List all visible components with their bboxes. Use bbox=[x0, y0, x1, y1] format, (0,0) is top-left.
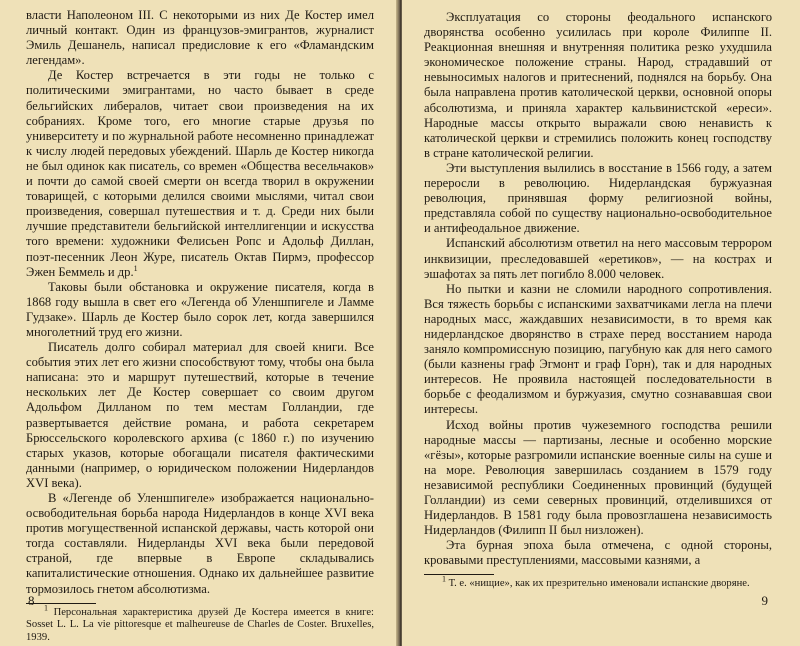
paragraph: В «Легенде об Уленшпигеле» изображается национально-освободительная борьба народа Нидерландов в конце XVI века против могущественной испанской державы, часть которой они тогда составляли. Нидерланды XVI века были передовой страной, где впервые в Европе складывались капиталистические отношения. Однако их дальнейшее развитие тормозилось гнетом абсолютизма. bbox=[26, 491, 374, 596]
paragraph: Испанский абсолютизм ответил на него массовым террором инквизиции, преследовавшей «еретиков», — на кострах и эшафотах за пять лет погибло 8.000 человек. bbox=[424, 236, 772, 281]
paragraph: Эта бурная эпоха была отмечена, с одной стороны, кровавыми преступлениями, массовыми казнями, а bbox=[424, 538, 772, 568]
footnote-text: Персональная характеристика друзей Де Костера имеется в книге: Sosset L. L. La vie pittoresque et malheureuse de Charles de Coster. Bruxelles, 1939. bbox=[26, 606, 374, 643]
footnote bbox=[424, 574, 772, 591]
footnote bbox=[26, 603, 374, 645]
right-page bbox=[402, 0, 800, 646]
left-page bbox=[0, 0, 398, 646]
footnote-divider bbox=[26, 603, 96, 604]
footnote-ref: 1 bbox=[133, 263, 138, 273]
footnote-marker: 1 bbox=[442, 574, 446, 584]
paragraph bbox=[424, 418, 772, 539]
page-number: 8 bbox=[28, 592, 35, 608]
paragraph: Эксплуатация со стороны феодального испанского дворянства особенно усилилась при короле Филиппе II. Реакционная внешняя и внутренняя политика резко ухудшила экономическое положение страны. Народ, страдавший от невыносимых налогов и притеснений, поднялся на борьбу. Она была направлена против католической церкви, основной опоры абсолютизма, и приняла характер кальвинистской «ереси». Народные массы открыто выражали свою ненависть к католической церкви и стремились положить конец господству в стране католической религии. bbox=[424, 10, 772, 160]
paragraph: власти Наполеоном III. С некоторыми из них Де Костер имел личный контакт. Один из французов-эмигрантов, журналист Эмиль Дешанель, написал предисловие к его «Фламандским легендам». bbox=[26, 8, 374, 68]
footnote-text: Т. е. «нищие», как их презрительно именовали испанские дворяне. bbox=[448, 578, 750, 590]
footnote-divider bbox=[424, 574, 494, 575]
paragraph: Эти выступления вылились в восстание в 1566 году, а затем переросли в революцию. Нидерландская буржуазная революция, принявшая форму религиозной войны, представляла собой по существу национально-освободительное и антифеодальное движение. bbox=[424, 160, 772, 236]
paragraph: Но пытки и казни не сломили народного сопротивления. Вся тяжесть борьбы с испанскими захватчиками легла на плечи народных масс, жаждавших независимости, в то время как нидерландское дворянство в страхе перед восстанием народа заняло компромиссную позицию, пагубную как для него самого (были казнены граф Эгмонт и граф Горн), так и для народных интересов. Не проявила настоящей последовательности в борьбе с феодализмом и буржуазия, смутно сознававшая свои интересы. bbox=[424, 281, 772, 417]
paragraph-text: Исход войны против чужеземного господства решили народные массы — партизаны, лесные и особенно морские «гёзы», которые разгромили испанские военные силы на суше и на море. Революция завершилась созданием в 1579 году независимой республики Соединенных провинций (будущей Голландии) из семи северных провинций, отделившихся от Нидерландов. В 1581 году была провозглашена независимость Нидерландов (Филипп II был низложен). bbox=[424, 417, 772, 538]
paragraph: Писатель долго собирал материал для своей книги. Все события этих лет его жизни способствуют тому, чтобы она была написана: это и маршрут путешествий, которые в течение нескольких лет Де Костер совершает со своим другом Адольфом Дилланом по тем местам Голландии, где развертывается действие романа, и работа секретарем Брюссельского королевского архива (с 1860 г.) по изучению старых указов, которые обогащали писателя фактическими данными (например, о юридическом положении Нидерландов XVI века). bbox=[26, 340, 374, 490]
paragraph bbox=[26, 68, 374, 279]
paragraph: Таковы были обстановка и окружение писателя, когда в 1868 году вышла в свет его «Легенда об Уленшпигеле и Ламме Гудзаке». Шарль де Костер было сорок лет, когда завершился многолетний труд его жизни. bbox=[26, 279, 374, 339]
paragraph-text: Де Костер встречается в эти годы не только с политическими эмигрантами, но часто бывает в среде бельгийских либералов, читает свои произведения на их собраниях. Кроме того, его многие старые друзья по университету и по журнальной работе несомненно принадлежат к числу людей передовых убеждений. Шарль де Костер никогда не был одинок как писатель, со времен «Общества весельчаков» и почти до самой своей смерти он всегда творил в окружении товарищей, с которыми делился своими мыслями, читал свои произведения, совершал путешествия и т. д. Среди них были лучшие представители бельгийской интеллигенции и искусства того времени: художники Фелисьен Ропс и Адольф Диллан, поэт-песенник Леон Журе, писатель Октав Пирмэ, профессор Эжен Беммель и др. bbox=[26, 68, 374, 279]
page-number: 9 bbox=[761, 592, 768, 608]
footnote-marker: 1 bbox=[44, 603, 48, 613]
